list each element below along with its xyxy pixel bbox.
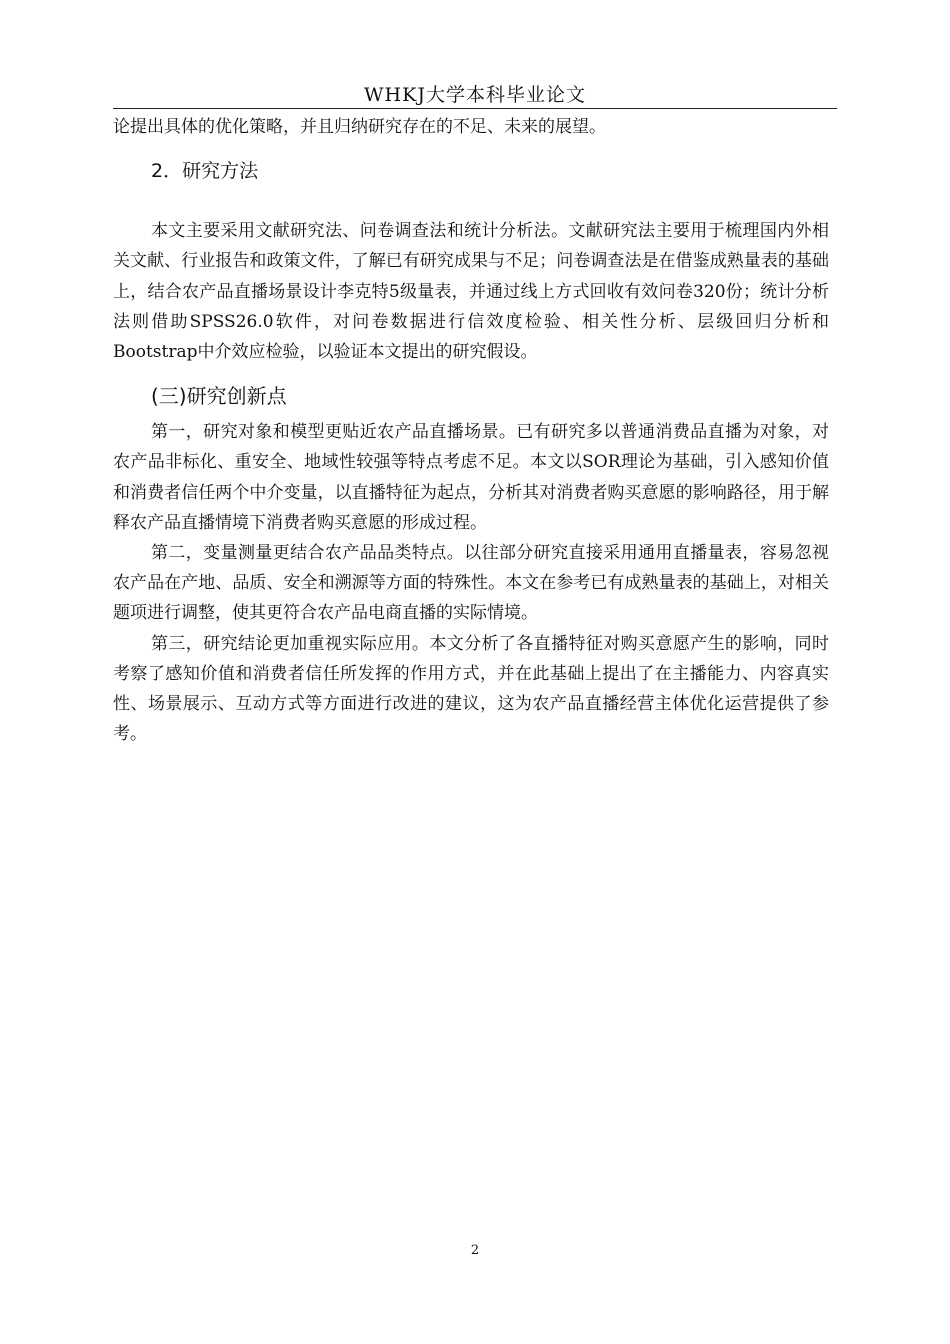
document-body: [113, 112, 829, 749]
page-header: [113, 84, 837, 109]
section-heading-research-method: 2．研究方法: [151, 160, 259, 183]
section-heading-innovation: (三)研究创新点: [151, 384, 287, 409]
innovation-paragraph-1: 第一，研究对象和模型更贴近农产品直播场景。已有研究多以普通消费品直播为对象，对农产品非标化、重安全、地域性较强等特点考虑不足。本文以SOR理论为基础，引入感知价值和消费者信任两个中介变量，以直播特征为起点，分析其对消费者购买意愿的影响路径，用于解释农产品直播情境下消费者购买意愿的形成过程。: [113, 422, 829, 533]
innovation-paragraph-3: 第三，研究结论更加重视实际应用。本文分析了各直播特征对购买意愿产生的影响，同时考察了感知价值和消费者信任所发挥的作用方式，并在此基础上提出了在主播能力、内容真实性、场景展示、互动方式等方面进行改进的建议，这为农产品直播经营主体优化运营提供了参考。: [113, 633, 829, 745]
research-method-paragraph: 本文主要采用文献研究法、问卷调查法和统计分析法。文献研究法主要用于梳理国内外相关文献、行业报告和政策文件，了解已有研究成果与不足；问卷调查法是在借鉴成熟量表的基础上，结合农产品直播场景设计李克特5级量表，并通过线上方式回收有效问卷320份；统计分析法则借助SPSS26.0软件，对问卷数据进行信效度检验、相关性分析、层级回归分析和Bootstrap中介效应检验，以验证本文提出的研究假设。: [113, 221, 829, 363]
header-title: WHKJ大学本科毕业论文: [364, 84, 586, 106]
innovation-paragraph-2: 第二，变量测量更结合农产品品类特点。以往部分研究直接采用通用直播量表，容易忽视农产品在产地、品质、安全和溯源等方面的特殊性。本文在参考已有成熟量表的基础上，对相关题项进行调整，使其更符合农产品电商直播的实际情境。: [113, 543, 829, 624]
page-number: 2: [470, 1243, 480, 1258]
continuation-paragraph: 论提出具体的优化策略，并且归纳研究存在的不足、未来的展望。: [113, 117, 606, 137]
